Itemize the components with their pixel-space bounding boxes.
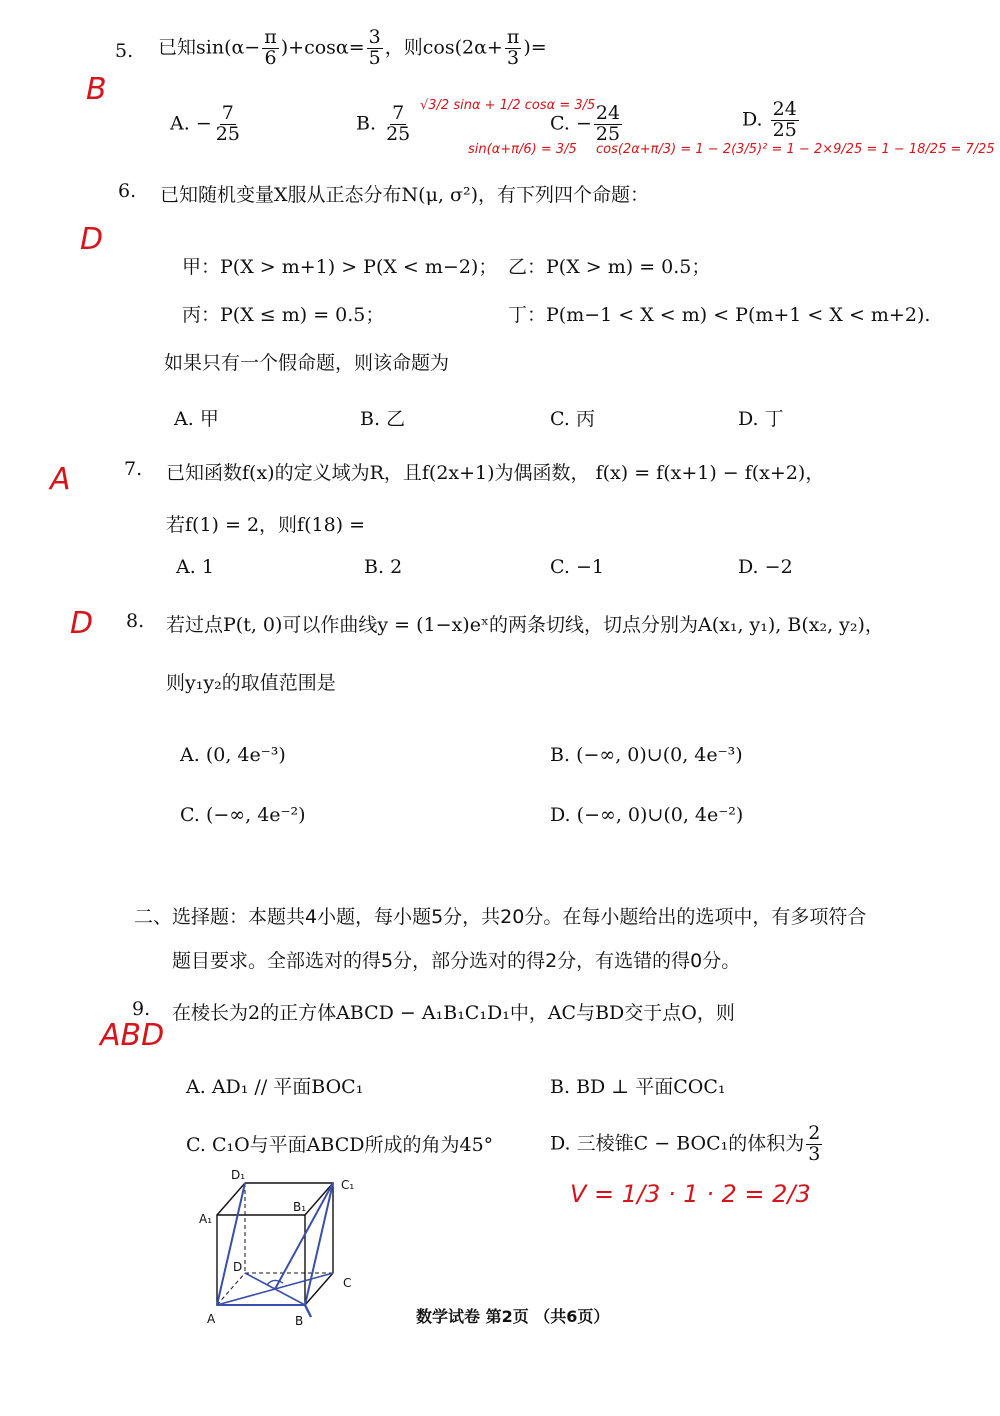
q5-work-line3: cos(2α+π/3) = 1 − 2(3/5)² = 1 − 2×9/25 = 1 − 18/25 = 7/25 (596, 142, 995, 157)
label-d: D (233, 1260, 243, 1274)
q5-frac-35 (367, 28, 383, 69)
option-text: 乙 (386, 408, 406, 430)
option-label: D. (550, 804, 571, 826)
q5-frac-den: 3 (507, 46, 520, 69)
q6-statement-bing: 丙：P(X ≤ m) = 0.5； (182, 304, 385, 326)
option-label: B. (550, 744, 571, 766)
option-label: B. (360, 408, 381, 430)
q6-question: 如果只有一个假命题，则该命题为 (164, 352, 450, 374)
q5-frac-num: π (506, 26, 520, 48)
option-frac (214, 104, 242, 145)
frac-num: 24 (772, 98, 797, 120)
q8-number: 8. (126, 610, 145, 632)
option-label: A. (176, 556, 196, 578)
q7-option-b (364, 556, 402, 578)
q5-stem-part: )= (523, 36, 547, 59)
frac-num: 24 (595, 102, 621, 124)
q6-option-a (174, 404, 219, 431)
q9-number: 9. (132, 998, 151, 1020)
q6-statement-ding: 丁：P(m−1 < X < m) < P(m+1 < X < m+2). (508, 304, 931, 326)
option-label: A. (180, 744, 200, 766)
q6-number: 6. (118, 180, 137, 202)
option-label: D. (742, 108, 763, 131)
q5-frac-pi3 (505, 28, 522, 69)
q5-number: 5. (115, 40, 134, 62)
frac-num: 2 (808, 1122, 821, 1144)
q9-option-c (186, 1130, 493, 1157)
option-label: D. (738, 408, 759, 430)
option-text: (0, 4e⁻³) (205, 744, 286, 766)
option-text: BD ⊥ 平面COC₁ (576, 1076, 726, 1098)
q6-stem: 已知随机变量X服从正态分布N(μ, σ²)，有下列四个命题： (160, 184, 649, 206)
section2-heading-line1: 二、选择题：本题共4小题，每小题5分，共20分。在每小题给出的选项中，有多项符合 (134, 906, 867, 928)
q7-stem2: 若f(1) = 2，则f(18) = (166, 514, 366, 536)
option-text: (−∞, 0)∪(0, 4e⁻²) (576, 804, 744, 826)
option-label: A. (170, 112, 190, 135)
option-text: 2 (390, 556, 403, 578)
q6-statement-yi: 乙：P(X > m) = 0.5； (508, 256, 711, 278)
option-label: D. (738, 556, 759, 578)
label-b1: B₁ (293, 1200, 307, 1214)
option-label: B. (364, 556, 385, 578)
option-sign: − (575, 112, 592, 135)
q5-frac-num: 3 (368, 26, 381, 48)
frac-den: 25 (386, 122, 411, 145)
q5-frac-pi6 (262, 28, 279, 69)
page-footer: 数学试卷 第2页 （共6页） (416, 1307, 610, 1326)
angle-arc (267, 1280, 283, 1285)
label-b: B (295, 1314, 304, 1328)
option-text: −2 (764, 556, 793, 578)
frac-den: 25 (595, 122, 621, 145)
label-a: A (207, 1312, 216, 1326)
q6-answer-mark: D (80, 222, 104, 257)
option-label: C. (550, 112, 570, 135)
option-text: (−∞, 4e⁻²) (205, 804, 306, 826)
q9-option-b (550, 1072, 725, 1099)
option-frac (384, 104, 412, 145)
label-a1: A₁ (199, 1212, 213, 1226)
q6-option-b (360, 404, 405, 431)
q6-option-c (550, 404, 595, 431)
option-text: (−∞, 0)∪(0, 4e⁻³) (576, 744, 743, 766)
label-c: C (343, 1276, 352, 1290)
q8-answer-mark: D (70, 606, 94, 641)
q9-work-volume: V = 1/3 · 1 · 2 = 2/3 (570, 1180, 811, 1208)
option-text: 丙 (575, 408, 595, 430)
option-text: 三棱锥C − BOC₁的体积为 (576, 1132, 805, 1155)
q7-option-d (738, 556, 793, 578)
line-ad1 (217, 1183, 245, 1305)
option-label: C. (550, 408, 570, 430)
q7-option-a (176, 556, 214, 578)
option-sign: − (195, 112, 212, 135)
option-text: 1 (201, 556, 214, 578)
option-text: C₁O与平面ABCD所成的角为45° (211, 1134, 494, 1156)
option-text: 丁 (764, 408, 784, 430)
line-bc1 (305, 1183, 333, 1305)
option-label: C. (550, 556, 570, 578)
frac-den: 3 (808, 1142, 821, 1165)
q8-option-a (180, 744, 286, 766)
q9-stem: 在棱长为2的正方体ABCD − A₁B₁C₁D₁中，AC与BD交于点O，则 (172, 1002, 735, 1024)
q7-option-c (550, 556, 604, 578)
q9-d-frac (806, 1124, 822, 1165)
q5-answer-mark: B (86, 72, 107, 107)
option-label: A. (186, 1076, 206, 1098)
q7-number: 7. (124, 458, 143, 480)
option-label: A. (174, 408, 194, 430)
option-label: B. (356, 112, 377, 135)
option-label: B. (550, 1076, 571, 1098)
cube-figure (195, 1165, 370, 1330)
q9-answer-mark: ABD (100, 1018, 165, 1053)
frac-num: 7 (221, 102, 234, 124)
q8-option-c (180, 804, 306, 826)
q5-frac-num: π (264, 26, 277, 48)
q5-stem (158, 28, 547, 69)
q5-option-a (170, 104, 244, 145)
option-text: 甲 (199, 408, 219, 430)
frac-num: 7 (392, 102, 405, 124)
q8-option-b (550, 744, 743, 766)
q6-option-d (738, 404, 784, 431)
section2-heading-line2: 题目要求。全部选对的得5分，部分选对的得2分，有选错的得0分。 (172, 950, 741, 972)
option-label: C. (186, 1134, 206, 1156)
q6-statement-jia: 甲：P(X > m+1) > P(X < m−2)； (182, 256, 498, 278)
q5-stem-part: )+cosα= (280, 36, 365, 59)
option-label: D. (550, 1132, 571, 1155)
q5-option-b (356, 104, 414, 145)
q7-answer-mark: A (50, 462, 71, 497)
frac-den: 25 (772, 118, 797, 141)
q5-option-d (742, 100, 801, 141)
q5-frac-den: 6 (264, 46, 277, 69)
q5-work-line1: √3/2 sinα + 1/2 cosα = 3/5 (420, 98, 596, 113)
q5-work-line2: sin(α+π/6) = 3/5 (468, 142, 577, 157)
q5-stem-part: ，则cos(2α+ (384, 36, 503, 59)
q8-stem: 若过点P(t, 0)可以作曲线y = (1−x)eˣ的两条切线，切点分别为A(x₁, y₁), B(x₂, y₂)， (166, 614, 884, 636)
q5-stem-part: 已知sin(α− (158, 36, 261, 59)
q9-option-a (186, 1072, 363, 1099)
q8-option-d (550, 804, 743, 826)
option-text: AD₁ // 平面BOC₁ (211, 1076, 364, 1098)
option-text: −1 (575, 556, 604, 578)
q5-frac-den: 5 (368, 46, 381, 69)
frac-den: 25 (215, 122, 240, 145)
q7-stem: 已知函数f(x)的定义域为R，且f(2x+1)为偶函数， f(x) = f(x+1) − f(x+2)， (166, 462, 825, 484)
q8-stem2: 则y₁y₂的取值范围是 (166, 672, 336, 694)
option-frac (594, 104, 622, 145)
pen-mark (305, 1305, 311, 1317)
q9-option-d (550, 1124, 824, 1165)
option-frac (771, 100, 799, 141)
label-d1: D₁ (231, 1168, 246, 1182)
cube-back-face (245, 1183, 333, 1273)
label-c1: C₁ (341, 1178, 355, 1192)
option-label: C. (180, 804, 200, 826)
